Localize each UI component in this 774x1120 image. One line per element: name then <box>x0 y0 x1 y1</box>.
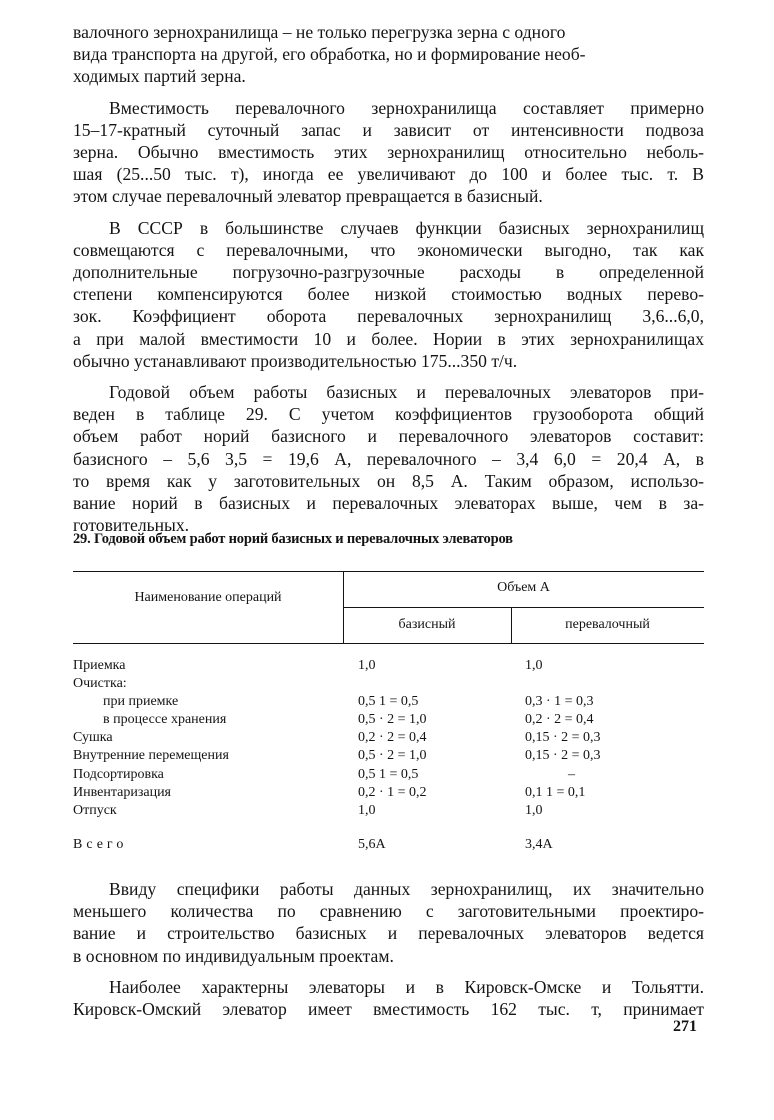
paragraph-continuation <box>73 21 704 88</box>
row-operation: Очистка: <box>73 676 127 692</box>
text-line: Наиболее характерны элеваторы и в Кировск-Омске и Тольятти. <box>109 976 704 997</box>
text-line: этом случае перевалочный элеватор превращается в базисный. <box>73 186 543 207</box>
row-basic: 0,5 · 2 = 1,0 <box>358 712 427 728</box>
row-basic: 0,2 · 2 = 0,4 <box>358 730 427 746</box>
text-line: совмещаются с перевалочными, что экономически выгодно, так как <box>73 239 704 260</box>
row-transfer: 0,3 · 1 = 0,3 <box>525 694 594 710</box>
text-line: Годовой объем работы базисных и перевалочных элеваторов при- <box>109 382 704 403</box>
text-line: В СССР в большинстве случаев функции базисных зернохранилищ <box>109 217 704 238</box>
row-operation: в процессе хранения <box>103 712 227 728</box>
text-line: вание и строительство базисных и перевалочных элеваторов ведется <box>73 923 704 944</box>
text-line: вида транспорта на другой, его обработка, но и формирование необ- <box>73 44 586 65</box>
header-transfer: перевалочный <box>565 617 650 632</box>
header-volume: Объем А <box>497 580 550 595</box>
row-basic: 0,5 1 = 0,5 <box>358 694 419 710</box>
row-operation: при приемке <box>103 694 179 710</box>
row-basic: 1,0 <box>358 802 376 818</box>
text-line: валочного зернохранилища – не только перегрузка зерна с одного <box>73 22 566 42</box>
text-line: объем работ норий базисного и перевалочного элеваторов составит: <box>73 426 704 447</box>
row-operation: Отпуск <box>73 802 117 818</box>
header-operation: Наименование операций <box>134 590 282 605</box>
row-transfer: 0,15 · 2 = 0,3 <box>525 730 601 746</box>
page-number: 271 <box>673 1018 697 1035</box>
row-operation: Внутренние перемещения <box>73 748 229 764</box>
table-row <box>73 693 713 711</box>
table-body <box>73 657 713 854</box>
text-line: 15–17-кратный суточный запас и зависит от интенсивности подвоза <box>73 119 704 140</box>
row-transfer: 0,2 · 2 = 0,4 <box>525 712 594 728</box>
row-operation: Приемка <box>73 658 126 673</box>
table-caption: 29. Годовой объем работ норий базисных и перевалочных элеваторов <box>73 531 513 547</box>
text-line: зерна. Обычно вместимость этих зернохранилищ относительно неболь- <box>73 142 704 163</box>
text-line: обычно устанавливают производительностью 175...350 т/ч. <box>73 350 518 371</box>
text-line: меньшего количества по сравнению с заготовительными проектиро- <box>73 901 704 922</box>
table-row <box>73 729 713 747</box>
total-transfer: 3,4А <box>525 836 553 852</box>
row-transfer: 1,0 <box>525 802 543 818</box>
table-row <box>73 766 713 784</box>
row-transfer: 0,15 · 2 = 0,3 <box>525 748 601 764</box>
total-basic: 5,6А <box>358 836 386 852</box>
table-row <box>73 747 713 765</box>
text-line: готовительных. <box>73 515 190 536</box>
text-line: зок. Коэффициент оборота перевалочных зернохранилищ 3,6...6,0, <box>73 306 704 327</box>
text-block-bottom <box>73 878 704 1020</box>
total-label: Всего <box>73 836 128 852</box>
row-basic: 1,0 <box>358 658 376 673</box>
text-line: а при малой вместимости 10 и более. Нории в этих зернохранилищах <box>73 328 704 349</box>
text-line: ходимых партий зерна. <box>73 66 246 87</box>
row-operation: Подсортировка <box>73 766 164 782</box>
table-row <box>73 784 713 802</box>
table-row <box>73 675 713 693</box>
text-block-top <box>73 21 704 536</box>
text-line: Ввиду специфики работы данных зернохранилищ, их значительно <box>109 879 704 899</box>
row-basic: 0,5 1 = 0,5 <box>358 766 419 782</box>
paragraph-specifics <box>73 878 704 967</box>
table-row <box>73 711 713 729</box>
row-operation: Сушка <box>73 730 113 746</box>
table-total-row <box>73 836 713 854</box>
table-top-rule <box>73 571 704 572</box>
header-sub-rule <box>343 607 704 608</box>
paragraph-annual-volume <box>73 381 704 536</box>
text-line: то время как у заготовительных он 8,5 А. Таким образом, использо- <box>73 470 704 491</box>
text-line: в основном по индивидуальным проектам. <box>73 945 394 966</box>
text-line: веден в таблице 29. С учетом коэффициентов грузооборота общий <box>73 404 704 425</box>
row-transfer: – <box>568 766 575 782</box>
row-basic: 0,5 · 2 = 1,0 <box>358 748 427 764</box>
header-basic: базисный <box>398 617 456 632</box>
text-line: шая (25...50 тыс. т), иногда ее увеличивают до 100 и более тыс. т. В <box>73 164 704 185</box>
row-transfer: 0,1 1 = 0,1 <box>525 784 586 800</box>
paragraph-ussr <box>73 217 704 372</box>
text-line: базисного – 5,6 3,5 = 19,6 А, перевалочного – 3,4 6,0 = 20,4 А, в <box>73 448 704 469</box>
text-line: вание норий в базисных и перевалочных элеваторах выше, чем в за- <box>73 493 704 514</box>
table-row <box>73 657 713 675</box>
text-line: дополнительные погрузочно-разгрузочные расходы в определенной <box>73 262 704 283</box>
row-transfer: 1,0 <box>525 658 543 673</box>
row-basic: 0,2 · 1 = 0,2 <box>358 784 427 800</box>
text-line: Вместимость перевалочного зернохранилища составляет примерно <box>109 97 704 118</box>
paragraph-examples <box>73 976 704 1020</box>
paragraph-capacity <box>73 97 704 208</box>
text-line: Кировск-Омский элеватор имеет вместимость 162 тыс. т, принимает <box>73 999 704 1020</box>
header-bottom-rule <box>73 643 704 644</box>
table-row <box>73 802 713 820</box>
text-line: степени компенсируются более низкой стоимостью водных перево- <box>73 284 704 305</box>
row-operation: Инвентаризация <box>73 784 171 800</box>
